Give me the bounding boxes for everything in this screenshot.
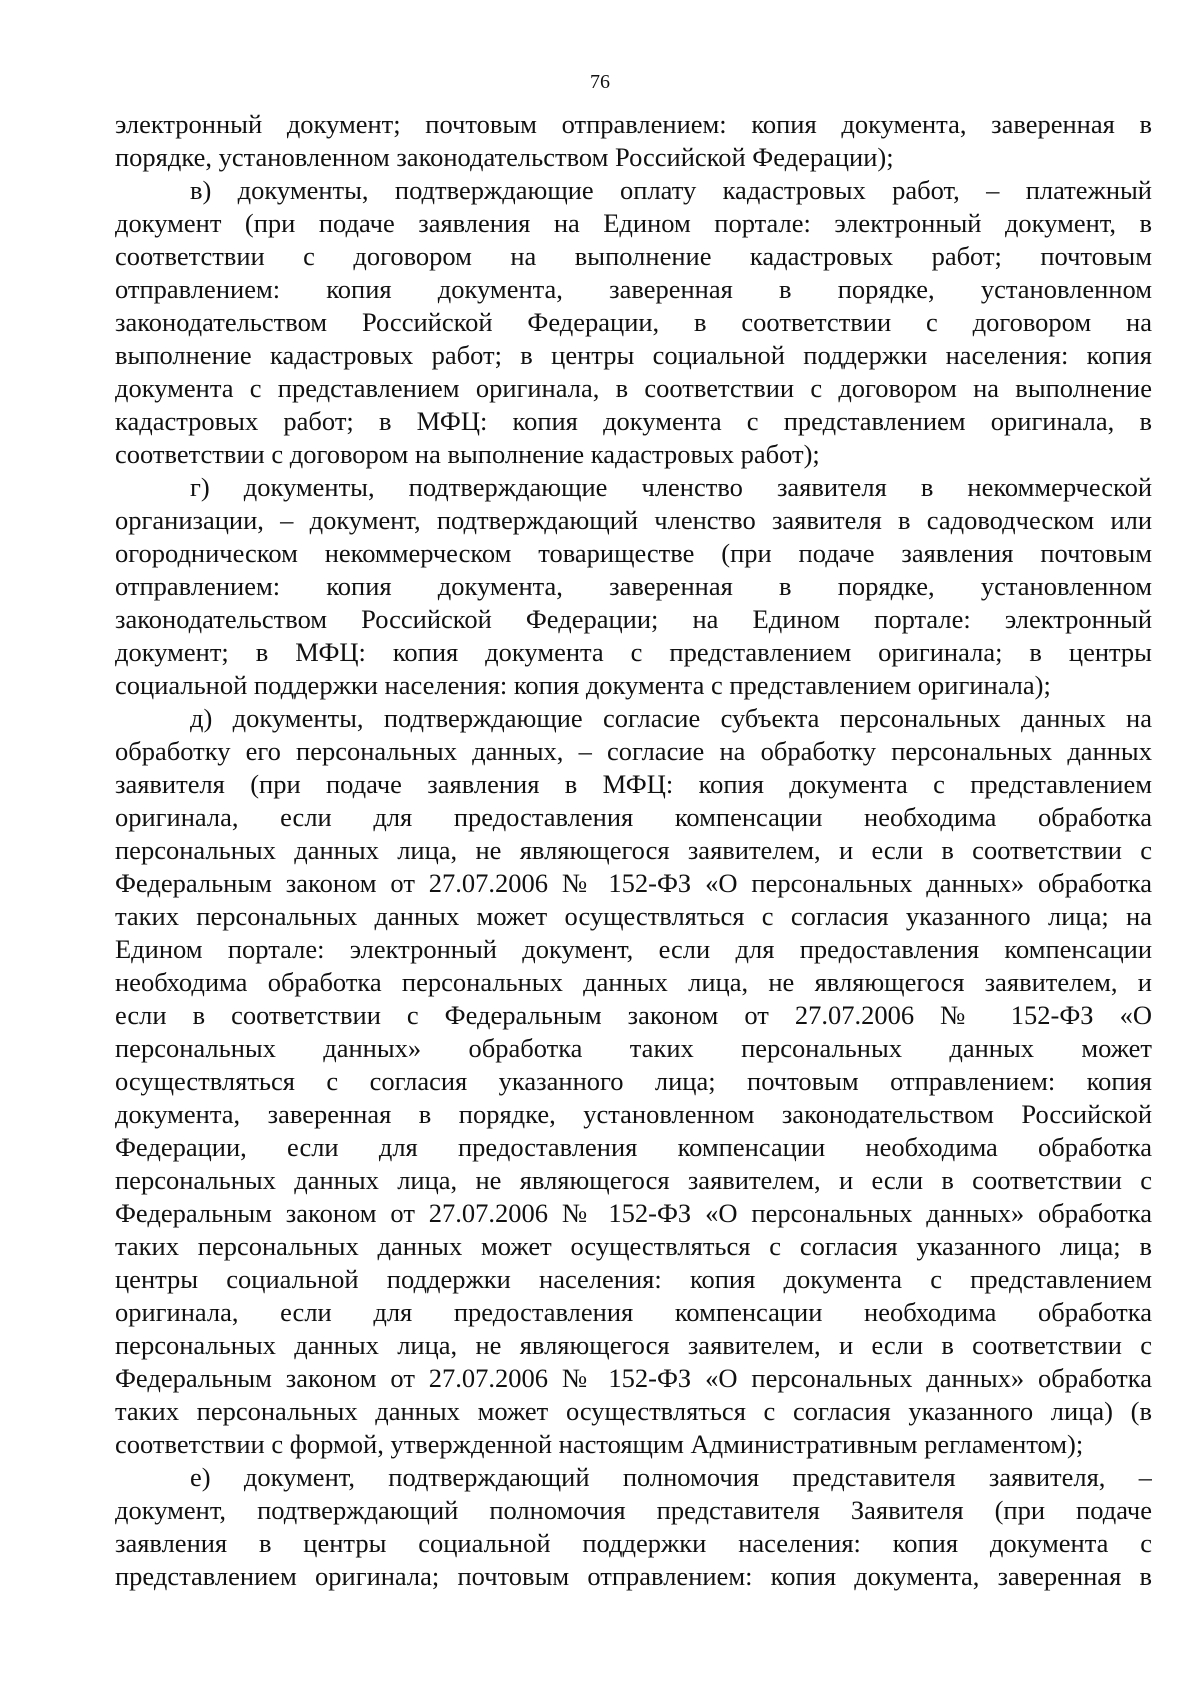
text-line: соответствии с формой, утвержденной настоящим Административным регламентом); <box>115 1429 1084 1459</box>
text-line: соответствии с договором на выполнение кадастровых работ; почтовым <box>115 241 1152 271</box>
text-line: персональных данных» обработка таких персональных данных может <box>115 1033 1152 1063</box>
text-line: законодательством Российской Федерации; на Едином портале: электронный <box>115 604 1152 634</box>
text-line: электронный документ; почтовым отправлением: копия документа, заверенная в <box>115 109 1152 139</box>
text-line: документа с представлением оригинала, в соответствии с договором на выполнение <box>115 373 1152 403</box>
text-line: Федеральным законом от 27.07.2006 № 152-ФЗ «О персональных данных» обработка <box>115 1363 1152 1393</box>
text-line: огородническом некоммерческом товариществе (при подаче заявления почтовым <box>115 538 1152 568</box>
text-line: представлением оригинала; почтовым отправлением: копия документа, заверенная в <box>115 1561 1152 1591</box>
text-line: документ, подтверждающий полномочия представителя Заявителя (при подаче <box>115 1495 1152 1525</box>
text-line: персональных данных лица, не являющегося заявителем, и если в соответствии с <box>115 1165 1152 1195</box>
text-line: в) документы, подтверждающие оплату кадастровых работ, – платежный <box>190 175 1152 205</box>
text-line: социальной поддержки населения: копия документа с представлением оригинала); <box>115 670 1051 700</box>
text-line: таких персональных данных может осуществляться с согласия указанного лица; в <box>115 1231 1152 1261</box>
body-text <box>115 108 1152 1593</box>
text-line: заявления в центры социальной поддержки населения: копия документа с <box>115 1528 1152 1558</box>
text-line: персональных данных лица, не являющегося заявителем, и если в соответствии с <box>115 835 1152 865</box>
text-line: отправлением: копия документа, заверенная в порядке, установленном <box>115 571 1152 601</box>
text-line: необходима обработка персональных данных лица, не являющегося заявителем, и <box>115 967 1152 997</box>
text-line: обработку его персональных данных, – согласие на обработку персональных данных <box>115 736 1152 766</box>
text-line: таких персональных данных может осуществляться с согласия указанного лица) (в <box>115 1396 1152 1426</box>
text-line: заявителя (при подаче заявления в МФЦ: копия документа с представлением <box>115 769 1152 799</box>
text-line: порядке, установленном законодательством Российской Федерации); <box>115 142 894 172</box>
text-line: Федеральным законом от 27.07.2006 № 152-ФЗ «О персональных данных» обработка <box>115 868 1152 898</box>
text-line: Едином портале: электронный документ, если для предоставления компенсации <box>115 934 1152 964</box>
text-line: организации, – документ, подтверждающий членство заявителя в садоводческом или <box>115 505 1152 535</box>
text-line: законодательством Российской Федерации, в соответствии с договором на <box>115 307 1152 337</box>
text-line: кадастровых работ; в МФЦ: копия документа с представлением оригинала, в <box>115 406 1152 436</box>
text-line: если в соответствии с Федеральным законом от 27.07.2006 № 152-ФЗ «О <box>115 1000 1152 1030</box>
text-line: д) документы, подтверждающие согласие субъекта персональных данных на <box>190 703 1152 733</box>
text-line: г) документы, подтверждающие членство заявителя в некоммерческой <box>190 472 1152 502</box>
text-line: Федерации, если для предоставления компенсации необходима обработка <box>115 1132 1152 1162</box>
text-line: документ (при подаче заявления на Едином портале: электронный документ, в <box>115 208 1152 238</box>
text-line: документ; в МФЦ: копия документа с представлением оригинала; в центры <box>115 637 1152 667</box>
text-line: персональных данных лица, не являющегося заявителем, и если в соответствии с <box>115 1330 1152 1360</box>
text-line: выполнение кадастровых работ; в центры социальной поддержки населения: копия <box>115 340 1152 370</box>
text-line: документа, заверенная в порядке, установленном законодательством Российской <box>115 1099 1152 1129</box>
text-line: отправлением: копия документа, заверенная в порядке, установленном <box>115 274 1152 304</box>
text-line: таких персональных данных может осуществляться с согласия указанного лица; на <box>115 901 1152 931</box>
text-line: е) документ, подтверждающий полномочия представителя заявителя, – <box>190 1462 1152 1492</box>
text-line: Федеральным законом от 27.07.2006 № 152-ФЗ «О персональных данных» обработка <box>115 1198 1152 1228</box>
text-line: оригинала, если для предоставления компенсации необходима обработка <box>115 1297 1152 1327</box>
text-line: оригинала, если для предоставления компенсации необходима обработка <box>115 802 1152 832</box>
page-number: 76 <box>590 71 610 93</box>
text-line: центры социальной поддержки населения: копия документа с представлением <box>115 1264 1152 1294</box>
text-line: осуществляться с согласия указанного лица; почтовым отправлением: копия <box>115 1066 1152 1096</box>
text-line: соответствии с договором на выполнение кадастровых работ); <box>115 439 820 469</box>
